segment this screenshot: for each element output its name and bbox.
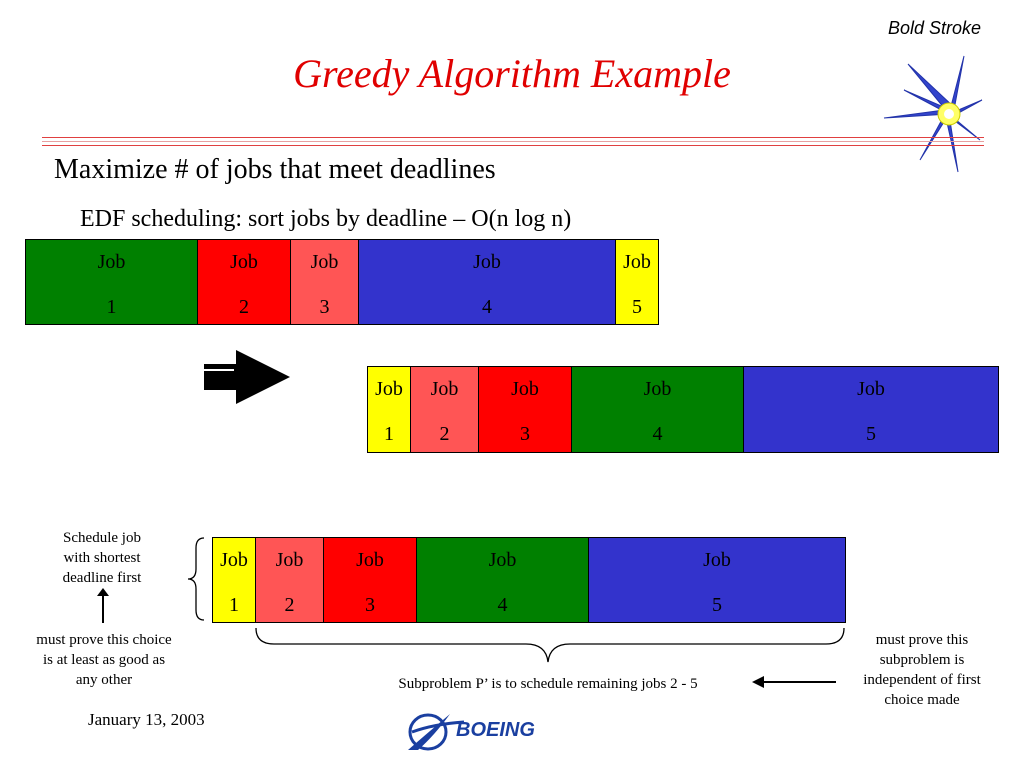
job-label: Job bbox=[703, 549, 731, 571]
job-number: 1 bbox=[106, 296, 117, 318]
job-label: Job bbox=[488, 549, 517, 571]
unsorted-jobs-bar bbox=[25, 239, 659, 325]
job-block bbox=[198, 240, 291, 324]
job-block bbox=[589, 538, 845, 622]
job-block bbox=[616, 240, 658, 324]
note-line: must prove this choice bbox=[36, 632, 172, 648]
job-label: Job bbox=[375, 378, 403, 400]
job-label: Job bbox=[220, 549, 248, 571]
up-arrow-icon bbox=[96, 588, 110, 624]
job-number: 4 bbox=[497, 594, 508, 616]
job-number: 5 bbox=[712, 594, 722, 616]
job-block bbox=[417, 538, 589, 622]
note-line: is at least as good as bbox=[42, 652, 166, 668]
note-line: any other bbox=[75, 672, 133, 688]
title-divider-middle bbox=[42, 141, 984, 142]
job-block bbox=[291, 240, 359, 324]
job-label: Job bbox=[623, 251, 651, 273]
left-arrow-icon bbox=[752, 674, 838, 690]
job-block bbox=[572, 367, 744, 452]
job-block bbox=[213, 538, 256, 622]
note-line: Schedule job bbox=[63, 530, 141, 546]
job-block bbox=[324, 538, 417, 622]
job-label: Job bbox=[356, 549, 384, 571]
sub-bullet: EDF scheduling: sort jobs by deadline – O(n log n) bbox=[80, 206, 572, 232]
sorted-jobs-bar bbox=[367, 366, 999, 453]
job-label: Job bbox=[310, 251, 339, 273]
job-block bbox=[479, 367, 572, 452]
footer-date: January 13, 2003 bbox=[88, 710, 205, 729]
job-label: Job bbox=[857, 378, 885, 400]
job-number: 3 bbox=[365, 594, 375, 616]
schedule-first-note bbox=[42, 528, 162, 588]
job-block bbox=[256, 538, 324, 622]
job-block bbox=[359, 240, 616, 324]
job-number: 5 bbox=[866, 423, 876, 445]
job-label: Job bbox=[643, 378, 672, 400]
job-label: Job bbox=[473, 251, 501, 273]
prove-choice-note bbox=[20, 630, 188, 690]
title-divider-bottom bbox=[42, 145, 984, 146]
note-line: must prove this bbox=[875, 632, 969, 648]
job-label: Job bbox=[230, 251, 258, 273]
note-line: deadline first bbox=[62, 570, 142, 586]
job-block bbox=[411, 367, 479, 452]
note-line: subproblem is bbox=[879, 652, 965, 668]
job-number: 2 bbox=[284, 594, 295, 616]
job-number: 3 bbox=[319, 296, 330, 318]
boeing-logo-text: BOEING bbox=[456, 719, 535, 741]
bottom-brace-icon bbox=[254, 626, 846, 668]
job-number: 2 bbox=[439, 423, 450, 445]
boeing-logo bbox=[404, 708, 620, 754]
job-number: 5 bbox=[632, 296, 642, 318]
job-label: Job bbox=[97, 251, 126, 273]
job-block bbox=[744, 367, 998, 452]
prove-subproblem-note bbox=[846, 630, 998, 710]
note-line: choice made bbox=[884, 692, 960, 708]
greedy-choice-bar bbox=[212, 537, 846, 623]
job-number: 2 bbox=[239, 296, 249, 318]
job-label: Job bbox=[511, 378, 539, 400]
job-label: Job bbox=[275, 549, 304, 571]
job-number: 4 bbox=[482, 296, 492, 318]
left-brace-icon bbox=[184, 536, 208, 622]
main-bullet: Maximize # of jobs that meet deadlines bbox=[54, 154, 496, 185]
job-number: 4 bbox=[652, 423, 663, 445]
note-line: with shortest bbox=[63, 550, 141, 566]
job-label: Job bbox=[430, 378, 459, 400]
job-block bbox=[26, 240, 198, 324]
page-title: Greedy Algorithm Example bbox=[293, 51, 731, 96]
brand-label: Bold Stroke bbox=[888, 18, 982, 38]
subproblem-note: Subproblem P’ is to schedule remaining jobs 2 - 5 bbox=[398, 676, 698, 692]
job-number: 1 bbox=[229, 594, 239, 616]
job-number: 1 bbox=[384, 423, 394, 445]
note-line: independent of first bbox=[863, 672, 981, 688]
job-block bbox=[368, 367, 411, 452]
right-arrow-icon bbox=[204, 350, 292, 404]
title-divider-top bbox=[42, 137, 984, 138]
job-number: 3 bbox=[520, 423, 530, 445]
